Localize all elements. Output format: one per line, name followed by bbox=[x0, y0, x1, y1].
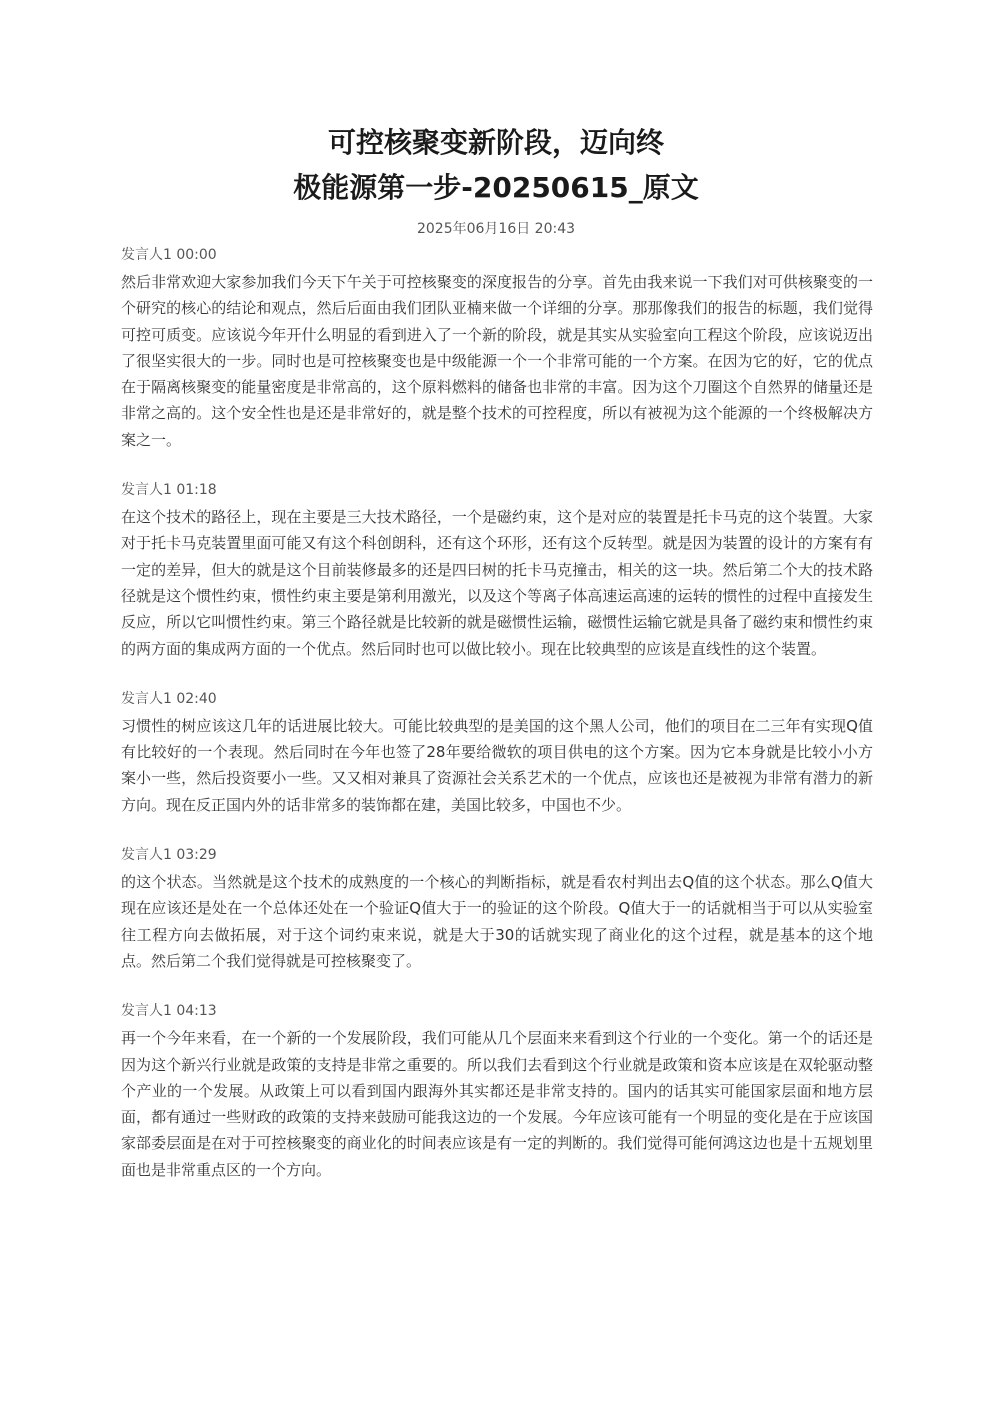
transcript-section bbox=[121, 688, 873, 818]
transcript-paragraph: 然后非常欢迎大家参加我们今天下午关于可控核聚变的深度报告的分享。首先由我来说一下我们对可供核聚变的一个研究的核心的结论和观点，然后后面由我们团队亚楠来做一个详细的分享。那那像我们的报告的标题，我们觉得可控可质变。应该说今年开什么明显的看到进入了一个新的阶段，就是其实从实验室向工程这个阶段，应该说迈出了很坚实很大的一步。同时也是可控核聚变也是中级能源一个一个非常可能的一个方案。在因为它的好，它的优点在于隔离核聚变的能量密度是非常高的，这个原料燃料的储备也非常的丰富。因为这个刀圈这个自然界的储量还是非常之高的。这个安全性也是还是非常好的，就是整个技术的可控程度，所以有被视为这个能源的一个终极解决方案之一。 bbox=[121, 273, 873, 449]
speaker-timestamp: 发言人1 03:29 bbox=[121, 847, 217, 864]
transcript-section bbox=[121, 844, 873, 974]
document-title-line2: 极能源第一步-20250615_原文 bbox=[293, 171, 699, 204]
transcript-paragraph: 习惯性的树应该这几年的话进展比较大。可能比较典型的是美国的这个黑人公司，他们的项目在二三年有实现Q值有比较好的一个表现。然后同时在今年也签了28年要给微软的项目供电的这个方案。因为它本身就是比较小小方案小一些，然后投资要小一些。又又相对兼具了资源社会关系艺术的一个优点，应该也还是被视为非常有潜力的新方向。现在反正国内外的话非常多的装饰都在建，美国比较多，中国也不少。 bbox=[121, 716, 873, 814]
speaker-timestamp: 发言人1 04:13 bbox=[121, 1003, 217, 1020]
speaker-timestamp: 发言人1 02:40 bbox=[121, 690, 217, 707]
document-datetime: 2025年06月16日 20:43 bbox=[416, 221, 576, 237]
transcript-section bbox=[121, 244, 873, 453]
transcript-paragraph: 再一个今年来看，在一个新的一个发展阶段，我们可能从几个层面来来看到这个行业的一个变化。第一个的话还是因为这个新兴行业就是政策的支持是非常之重要的。所以我们去看到这个行业就是政策和资本应该是在双轮驱动整个产业的一个发展。从政策上可以看到国内跟海外其实都还是非常支持的。国内的话其实可能国家层面和地方层面，都有通过一些财政的政策的支持来鼓励可能我这边的一个发展。今年应该可能有一个明显的变化是在于应该国家部委层面是在对于可控核聚变的商业化的时间表应该是有一定的判断的。我们觉得可能何鸿这边也是十五规划里面也是非常重点区的一个方向。 bbox=[121, 1029, 873, 1179]
speaker-timestamp: 发言人1 01:18 bbox=[121, 482, 217, 499]
speaker-timestamp: 发言人1 00:00 bbox=[121, 247, 217, 263]
transcript-body bbox=[121, 244, 873, 1209]
transcript-section bbox=[121, 1000, 873, 1183]
transcript-paragraph: 的这个状态。当然就是这个技术的成熟度的一个核心的判断指标，就是看农村判出去Q值的这个状态。那么Q值大现在应该还是处在一个总体还处在一个验证Q值大于一的验证的这个阶段。Q值大于一的话就相当于可以从实验室往工程方向去做拓展，对于这个词约束来说，就是大于30的话就实现了商业化的这个过程，就是基本的这个地点。然后第二个我们觉得就是可控核聚变了。 bbox=[121, 873, 873, 970]
document-title-line1: 可控核聚变新阶段，迈向终 bbox=[327, 126, 664, 159]
transcript-paragraph: 在这个技术的路径上，现在主要是三大技术路径，一个是磁约束，这个是对应的装置是托卡马克的这个装置。大家对于托卡马克装置里面可能又有这个科创朗科，还有这个环形，还有这个反转型。就是因为装置的设计的方案有有一定的差异，但大的就是这个目前装修最多的还是四曰树的托卡马克撞击，相关的这一块。然后第二个大的技术路径就是这个惯性约束，惯性约束主要是第利用激光，以及这个等离子体高速运高速的运转的惯性的过程中直接发生反应，所以它叫惯性约束。第三个路径就是比较新的就是磁惯性运输，磁惯性运输它就是具备了磁约束和惯性约束的两方面的集成两方面的一个优点。然后同时也可以做比较小。现在比较典型的应该是直线性的这个装置。 bbox=[121, 508, 873, 658]
transcript-section bbox=[121, 479, 873, 662]
